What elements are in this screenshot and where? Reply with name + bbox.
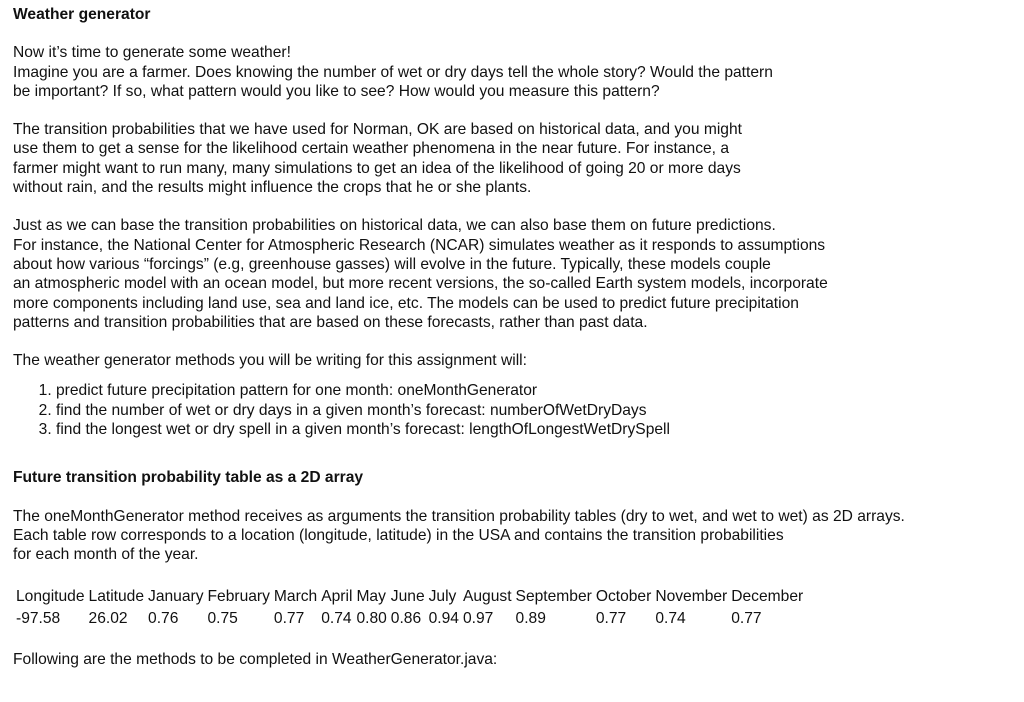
table-header-row xyxy=(14,587,805,609)
table-header-cell: Longitude xyxy=(16,587,85,605)
paragraph-line: patterns and transition probabilities that are based on these forecasts, rather than past data. xyxy=(13,313,648,331)
table-header-cell: August xyxy=(462,587,512,605)
table-row xyxy=(14,609,805,631)
table-header-cell: January xyxy=(148,587,204,605)
table-header-cell: July xyxy=(428,587,457,605)
transition-probability-table xyxy=(14,587,805,631)
paragraph-line: about how various “forcings” (e.g, greenhouse gasses) will evolve in the future. Typically, these models couple xyxy=(13,255,771,273)
table-header-cell: April xyxy=(321,587,353,605)
table-cell: 0.97 xyxy=(462,609,494,627)
page-title: Weather generator xyxy=(13,6,151,23)
methods-intro-paragraph: The weather generator methods you will be writing for this assignment will: xyxy=(13,352,527,370)
table-description-paragraph xyxy=(13,507,1011,565)
intro-line: be important? If so, what pattern would you like to see? How would you measure this pattern? xyxy=(13,82,660,100)
intro-line: Imagine you are a farmer. Does knowing the number of wet or dry days tell the whole story? Would the pattern xyxy=(13,63,773,81)
table-header-cell: December xyxy=(731,587,804,605)
table-cell: 0.74 xyxy=(321,609,352,627)
paragraph-line: The transition probabilities that we have used for Norman, OK are based on historical data, and you might xyxy=(13,121,742,139)
paragraph-line: more components including land use, sea and land ice, etc. The models can be used to predict future precipitation xyxy=(13,294,799,312)
table-header-cell: June xyxy=(390,587,425,605)
historical-data-paragraph xyxy=(13,120,1011,197)
table-header-cell: September xyxy=(515,587,592,605)
paragraph-line: without rain, and the results might influence the crops that he or she plants. xyxy=(13,179,532,197)
paragraph-line: For instance, the National Center for Atmospheric Research (NCAR) simulates weather as it responds to assumptions xyxy=(13,236,826,254)
table-header-cell: Latitude xyxy=(88,587,145,605)
table-cell: 0.94 xyxy=(428,609,459,627)
paragraph-line: farmer might want to run many, many simulations to get an idea of the likelihood of going 20 or more days xyxy=(13,159,741,177)
paragraph-line: an atmospheric model with an ocean model, but more recent versions, the so-called Earth system models, incorporate xyxy=(13,275,828,293)
methods-list-item: 1. predict future precipitation pattern for one month: oneMonthGenerator xyxy=(56,381,1011,400)
intro-paragraph xyxy=(13,43,1011,101)
methods-list-item: 3. find the longest wet or dry spell in a given month’s forecast: lengthOfLongestWetDrySpell xyxy=(56,420,1011,439)
methods-list-item: 2. find the number of wet or dry days in a given month’s forecast: numberOfWetDryDays xyxy=(56,401,1011,420)
table-section-heading: Future transition probability table as a 2D array xyxy=(13,469,364,487)
table-cell: 0.80 xyxy=(356,609,387,627)
paragraph-line: for each month of the year. xyxy=(13,546,199,564)
table-cell: 0.86 xyxy=(390,609,422,627)
paragraph-line: Just as we can base the transition probabilities on historical data, we can also base them on future predictions. xyxy=(13,217,776,235)
paragraph-line: The oneMonthGenerator method receives as arguments the transition probability tables (dry to wet, and wet to wet) as 2D arrays. xyxy=(13,507,905,525)
table-header-cell: May xyxy=(356,587,386,605)
table-cell: 0.76 xyxy=(148,609,179,627)
table-header-cell: February xyxy=(207,587,270,605)
table-cell: -97.58 xyxy=(16,609,61,627)
table-cell: 0.77 xyxy=(273,609,305,627)
table-cell: 26.02 xyxy=(88,609,128,627)
footer-line: Following are the methods to be completed in WeatherGenerator.java: xyxy=(13,650,498,668)
table-cell: 0.77 xyxy=(595,609,627,627)
intro-line: Now it’s time to generate some weather! xyxy=(13,44,291,62)
table-header-cell: October xyxy=(595,587,652,605)
table-header-cell: March xyxy=(273,587,318,605)
methods-list xyxy=(13,381,1011,439)
table-header-cell: November xyxy=(655,587,728,605)
table-cell: 0.74 xyxy=(655,609,686,627)
paragraph-line: Each table row corresponds to a location (longitude, latitude) in the USA and contains the transition probabilities xyxy=(13,526,784,544)
table-cell: 0.89 xyxy=(515,609,546,627)
table-cell: 0.77 xyxy=(731,609,762,627)
future-predictions-paragraph xyxy=(13,216,1011,332)
paragraph-line: use them to get a sense for the likelihood certain weather phenomena in the near future. For instance, a xyxy=(13,140,730,158)
table-cell: 0.75 xyxy=(207,609,238,627)
